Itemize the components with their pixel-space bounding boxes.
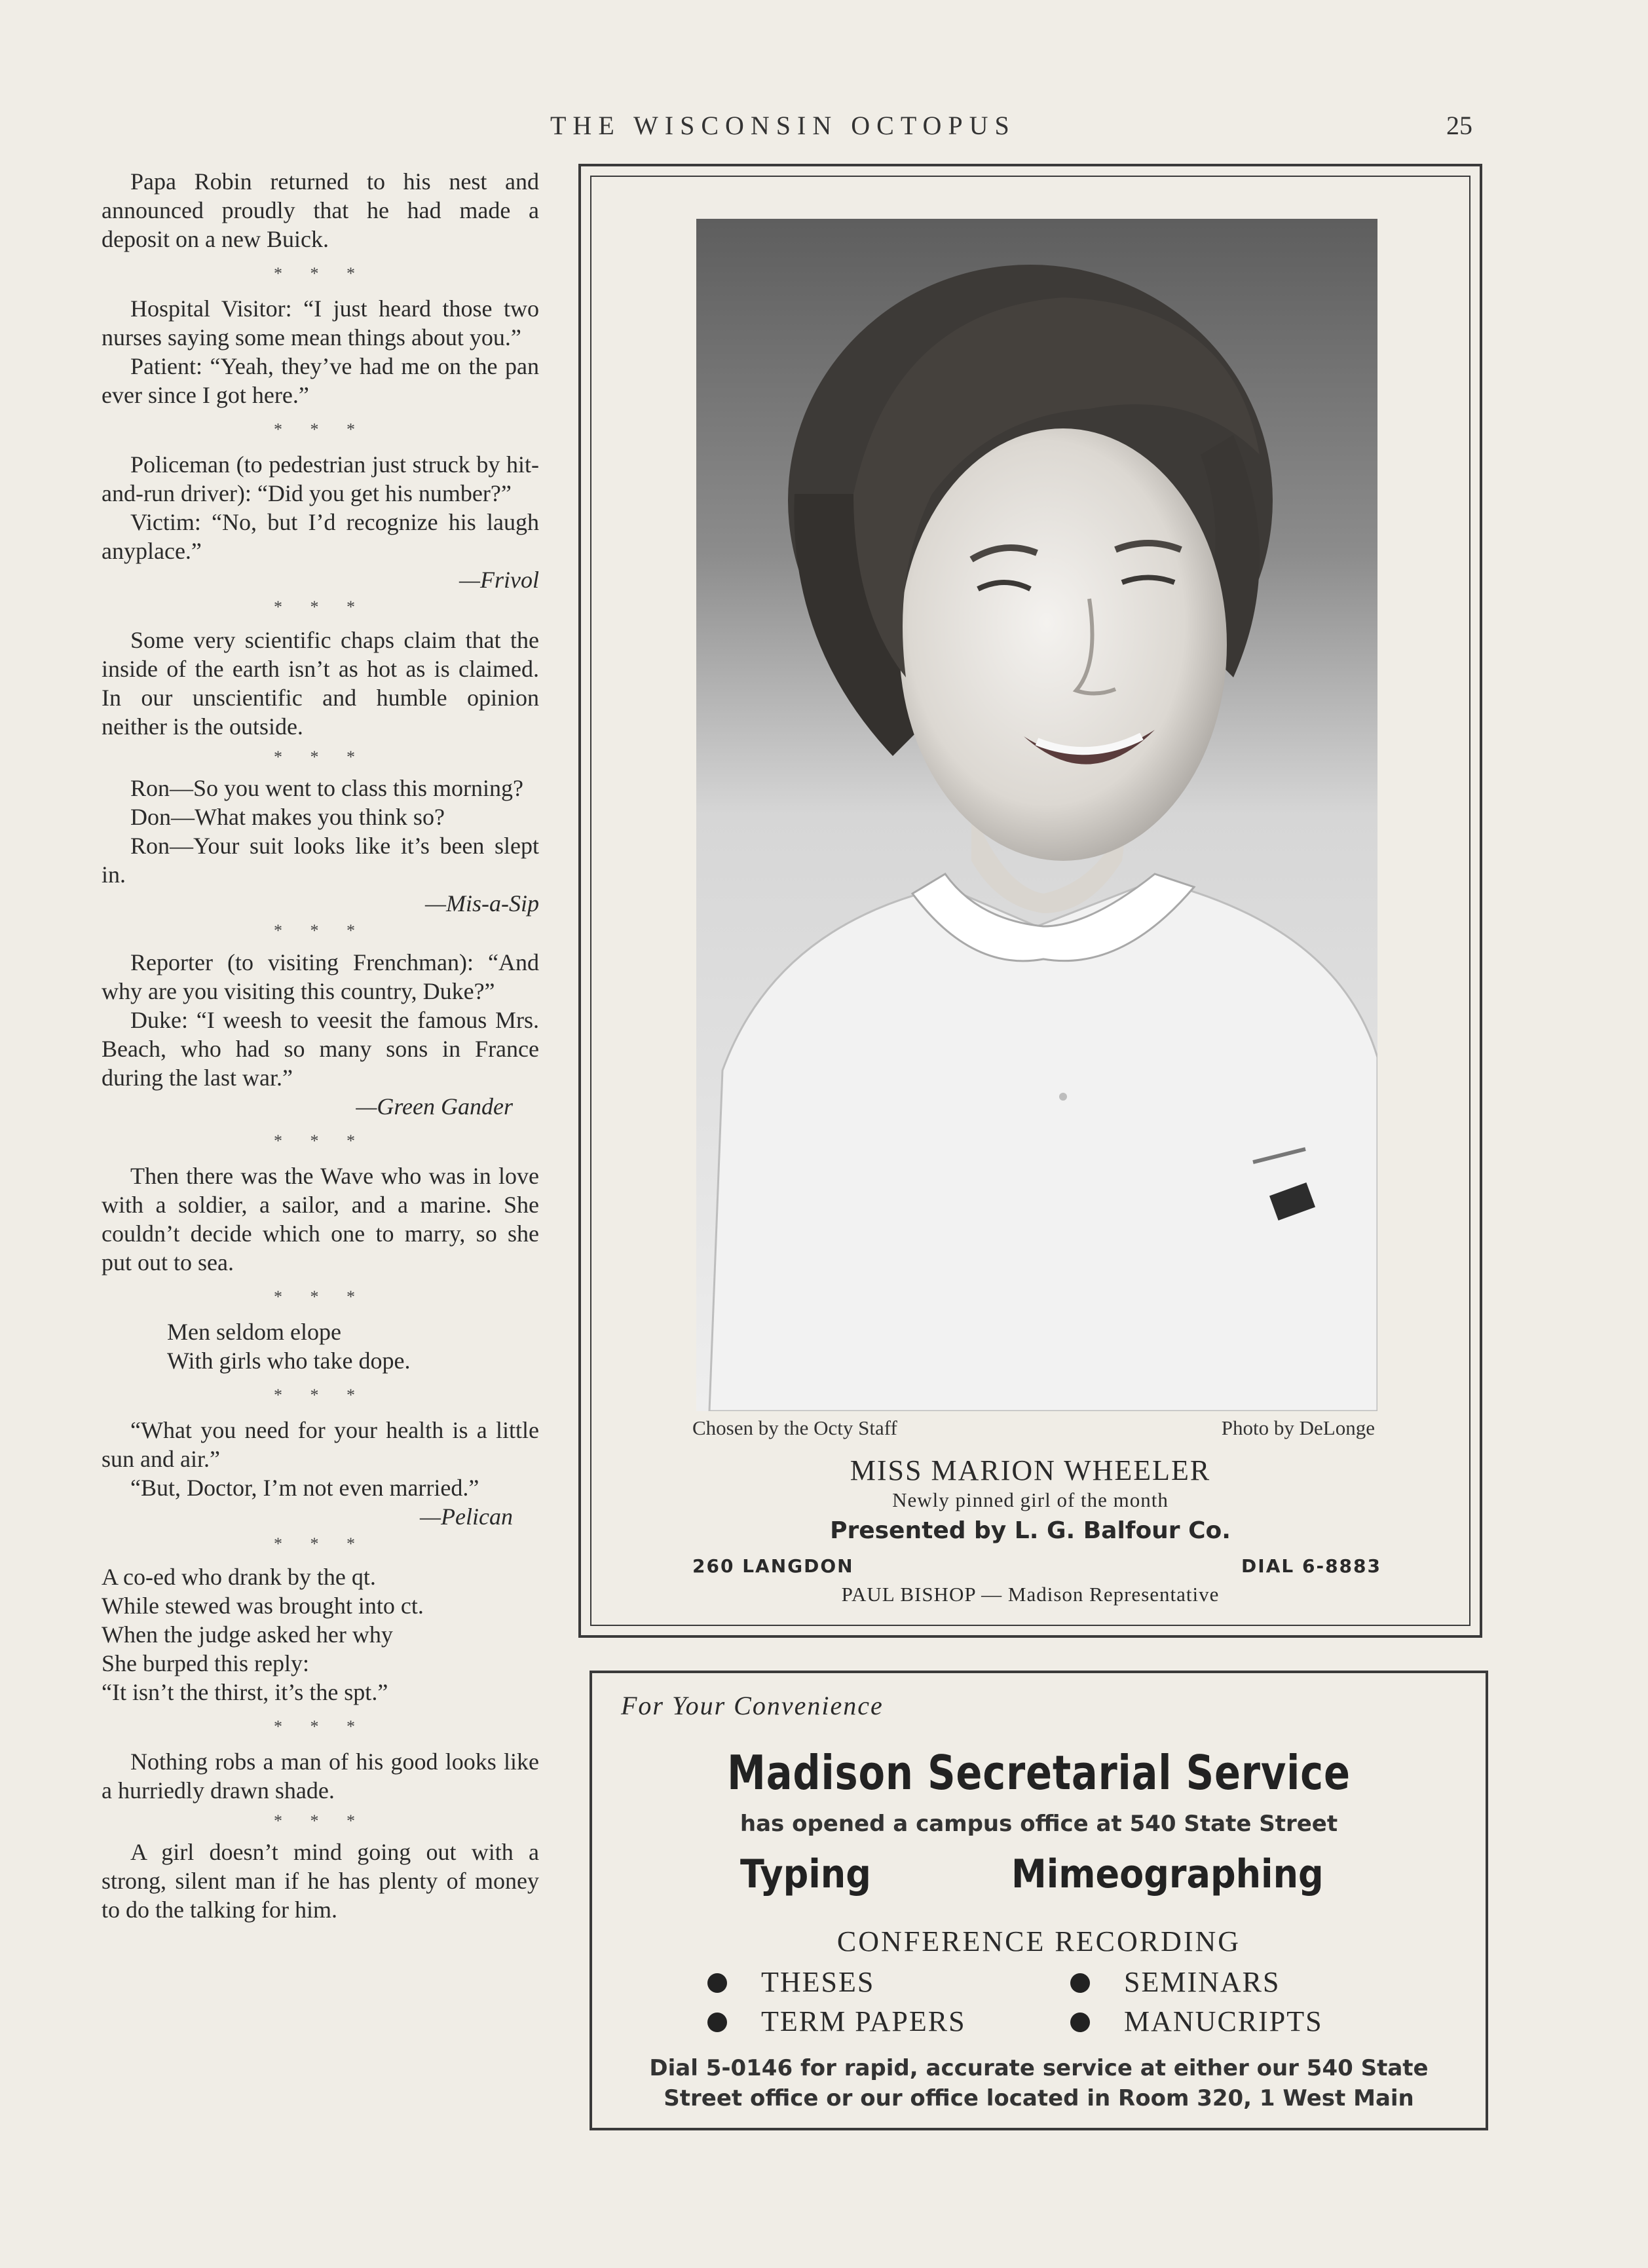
poem-line: With girls who take dope. bbox=[167, 1348, 411, 1374]
ad-item-seminars bbox=[1070, 1965, 1281, 1999]
portrait-illustration bbox=[696, 219, 1377, 1411]
joke-text: A girl doesn’t mind going out with a strong, silent man if he has plenty of money to do the talking for him. bbox=[102, 1839, 539, 1923]
bullet-icon bbox=[1070, 1973, 1090, 1993]
joke-2 bbox=[102, 294, 539, 409]
joke-text: Policeman (to pedestrian just struck by hit-and-run driver): “Did you get his number?” bbox=[102, 451, 539, 506]
joke-text: Ron—Your suit looks like it’s been slept in. bbox=[102, 833, 539, 888]
separator: * * * bbox=[274, 420, 367, 439]
joke-text: Hospital Visitor: “I just heard those two nurses saying some mean things about you.” bbox=[102, 295, 539, 350]
joke-credit: —Green Gander bbox=[356, 1093, 513, 1120]
separator: * * * bbox=[274, 1534, 367, 1553]
ad-item-label: THESES bbox=[761, 1966, 875, 1998]
ad-opened-text: has opened a campus office at 540 State Street bbox=[740, 1811, 1338, 1837]
separator: * * * bbox=[274, 597, 367, 616]
portrait-frame bbox=[578, 164, 1482, 1638]
bullet-icon bbox=[1070, 2013, 1090, 2032]
joke-text: Nothing robs a man of his good looks like a hurriedly drawn shade. bbox=[102, 1748, 539, 1804]
joke-8 bbox=[102, 1317, 539, 1375]
separator: * * * bbox=[274, 264, 367, 283]
joke-3 bbox=[102, 450, 539, 594]
ad-item-term-papers bbox=[707, 2005, 966, 2038]
jokes-column bbox=[102, 167, 539, 1924]
ad-contact-line: Dial 5-0146 for rapid, accurate service at either our 540 State bbox=[649, 2055, 1429, 2081]
ad-title: Madison Secretarial Service bbox=[727, 1745, 1351, 1800]
joke-7 bbox=[102, 1162, 539, 1277]
joke-text: Reporter (to visiting Frenchman): “And why are you visiting this country, Duke?” bbox=[102, 949, 539, 1004]
separator: * * * bbox=[274, 1811, 367, 1830]
joke-5 bbox=[102, 774, 539, 918]
sponsor-representative: PAUL BISHOP — Madison Representative bbox=[841, 1583, 1220, 1606]
magazine-title: THE WISCONSIN OCTOPUS bbox=[550, 111, 1016, 140]
ad-service-conference: CONFERENCE RECORDING bbox=[836, 1925, 1241, 1957]
joke-text: Some very scientific chaps claim that the inside of the earth isn’t as hot as is claimed. In our unscientific and humble opinion neither is the outside. bbox=[102, 627, 539, 740]
ad-service-mimeographing: Mimeographing bbox=[1011, 1851, 1324, 1897]
joke-text: Don—What makes you think so? bbox=[130, 804, 445, 830]
joke-text: Papa Robin returned to his nest and announced proudly that he had made a deposit on a new Buick. bbox=[102, 168, 539, 252]
girl-subtitle: Newly pinned girl of the month bbox=[892, 1488, 1169, 1511]
joke-9 bbox=[102, 1416, 539, 1531]
joke-12 bbox=[102, 1838, 539, 1924]
ad-tagline: For Your Convenience bbox=[621, 1691, 884, 1720]
ad-item-label: MANUCRIPTS bbox=[1124, 2005, 1323, 2037]
poem-line: “It isn’t the thirst, it’s the spt.” bbox=[102, 1679, 388, 1705]
joke-credit: —Pelican bbox=[420, 1503, 513, 1530]
ad-contact bbox=[592, 2053, 1486, 2113]
joke-11 bbox=[102, 1747, 539, 1805]
poem-line: When the judge asked her why bbox=[102, 1621, 393, 1648]
separator: * * * bbox=[274, 1287, 367, 1306]
joke-6 bbox=[102, 948, 539, 1121]
ad-item-manucripts bbox=[1070, 2005, 1323, 2038]
joke-text: Ron—So you went to class this morning? bbox=[130, 775, 523, 801]
portrait-photo bbox=[696, 219, 1377, 1411]
joke-text: Patient: “Yeah, they’ve had me on the pan ever since I got here.” bbox=[102, 353, 539, 408]
joke-text: Duke: “I weesh to veesit the famous Mrs. Beach, who had so many sons in France during the last war.” bbox=[102, 1007, 539, 1091]
sponsor-phone: DIAL 6-8883 bbox=[1241, 1555, 1381, 1577]
joke-text: Victim: “No, but I’d recognize his laugh anyplace.” bbox=[102, 509, 539, 564]
sponsor-address: 260 LANGDON bbox=[692, 1555, 854, 1577]
separator: * * * bbox=[274, 1386, 367, 1405]
photo-caption-chosen: Chosen by the Octy Staff bbox=[692, 1416, 897, 1439]
poem-line: Men seldom elope bbox=[167, 1319, 341, 1345]
separator: * * * bbox=[274, 1131, 367, 1150]
poem-line: A co-ed who drank by the qt. bbox=[102, 1564, 376, 1590]
joke-credit: —Mis-a-Sip bbox=[425, 890, 539, 917]
ad-item-label: SEMINARS bbox=[1124, 1966, 1281, 1998]
joke-text: “What you need for your health is a little sun and air.” bbox=[102, 1417, 539, 1472]
joke-credit: —Frivol bbox=[459, 567, 539, 593]
bullet-icon bbox=[707, 2013, 727, 2032]
poem-line: While stewed was brought into ct. bbox=[102, 1593, 424, 1619]
separator: * * * bbox=[274, 921, 367, 940]
presented-by: Presented by L. G. Balfour Co. bbox=[830, 1517, 1231, 1544]
girl-name: MISS MARION WHEELER bbox=[850, 1454, 1211, 1486]
joke-10 bbox=[102, 1562, 539, 1707]
bullet-icon bbox=[707, 1973, 727, 1993]
joke-text: “But, Doctor, I’m not even married.” bbox=[130, 1475, 479, 1501]
ad-item-label: TERM PAPERS bbox=[761, 2005, 966, 2037]
ad-contact-line: Street office or our office located in Room 320, 1 West Main bbox=[664, 2085, 1414, 2111]
joke-text: Then there was the Wave who was in love with a soldier, a sailor, and a marine. She couldn’t decide which one to marry, so she put out to sea. bbox=[102, 1163, 539, 1276]
joke-1 bbox=[102, 167, 539, 254]
ad-service-typing: Typing bbox=[740, 1851, 871, 1897]
page-number: 25 bbox=[1446, 111, 1472, 140]
ad-item-theses bbox=[707, 1965, 874, 1999]
joke-4 bbox=[102, 626, 539, 741]
secretarial-ad bbox=[590, 1671, 1488, 2130]
photo-caption-credit: Photo by DeLonge bbox=[1221, 1416, 1375, 1439]
poem-line: She burped this reply: bbox=[102, 1650, 309, 1676]
separator: * * * bbox=[274, 747, 367, 766]
separator: * * * bbox=[274, 1717, 367, 1736]
